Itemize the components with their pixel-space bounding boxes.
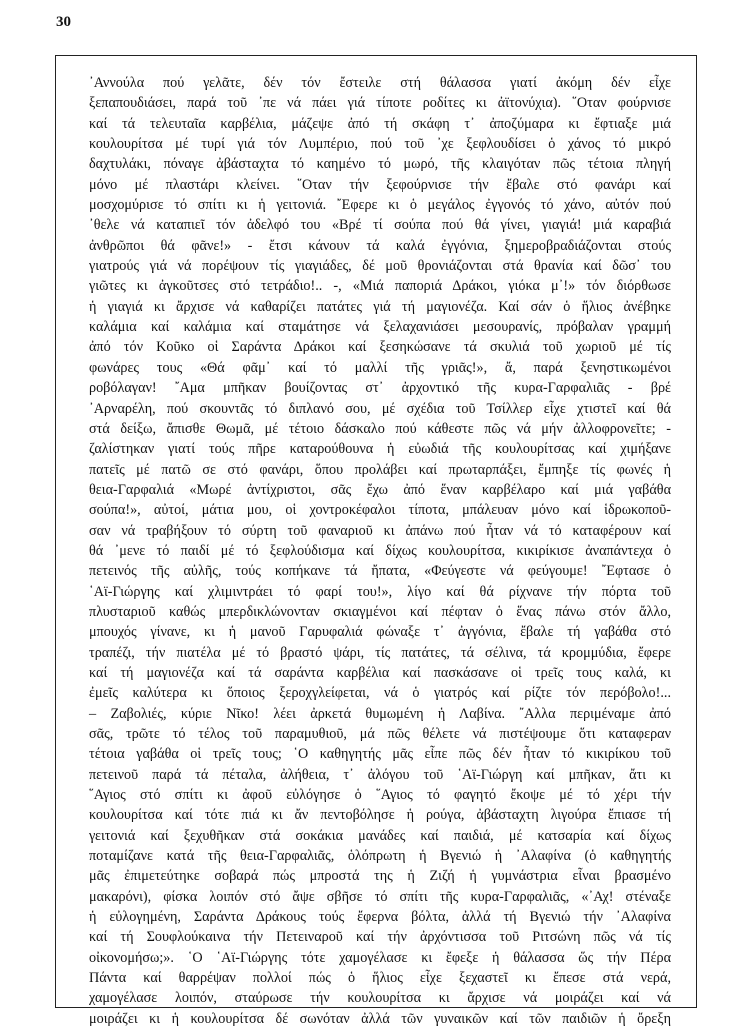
text-line: φωνάρες τους «Θά φᾶμ᾽ καί τό μαλλί τῆς γριᾶς!», ἄ, παρά ξενηστικωμένοι [89, 359, 671, 376]
text-line: ζαλίστηκαν γιατί τούς πῆρε καταρούθουνα ἡ εὐωδιά τῆς κουλουρίτσας καί χιμήξανε [89, 441, 671, 458]
text-line: γιῶτες κι ἀγκοῦτσες στό τετράδιο!.. -, «Μιά παποριά Δράκοι, γιόκα μ᾽!» τόν διόρθωσε [89, 278, 671, 295]
text-line: τραπέζι, τήν πιατέλα μέ τό βραστό ψάρι, τίς πατάτες, τά σέλινα, τά κρομμύδια, ἔφερε [89, 644, 671, 661]
text-line: ῞Αγιος στό σπίτι κι ἀφοῦ εὐλόγησε ὁ ῞Αγιος τό φαγητό ἔκοψε μέ τό χέρι τήν [89, 787, 671, 804]
text-line: ποταμίζανε κατά τῆς θεια-Γαρφαλιᾶς, ὁλόπρωτη ἡ Βγενιώ ἡ ᾿Αλαφίνα (ὁ καθηγητής [89, 848, 671, 865]
text-line: πλυσταριοῦ καθώς μπερδικλώνονταν σκιαγμένοι καί πέφταν ὁ ἕνας πάνω στόν ἄλλο, [89, 603, 671, 620]
text-line: μᾶς ἐπιμετεύτηκε σοβαρά πώς μπροστά της ἡ Ζιζή ἡ γυμνάστρια εἶναι βρασμένο [89, 868, 671, 885]
text-line: ᾿Αρναρέλη, πού σκουντᾶς τό διπλανό σου, μέ σχέδια τοῦ Τσίλλερ εἶχε χτιστεῖ καί θά [89, 400, 671, 417]
text-line: πατεῖς μέ πατῶ σε στό φανάρι, ὅπου προλάβει καί πρωταρπάξει, ἔμπηξε τίς φωνές ἡ [89, 461, 671, 478]
text-line: ἡ εὐλογημένη, Σαράντα Δράκους τούς ἔφερνα βόλτα, ἀλλά τή Βγενιώ τήν ᾿Αλαφίνα [89, 909, 671, 926]
text-line: καί τά τελευταῖα καρβέλια, μάζεψε ἀπό τή σκάφη τ᾽ ἀποζύμαρα κι ἔφτιαξε μιά [89, 115, 671, 132]
text-line: σᾶς, τρῶτε τό τέλος τοῦ παραμυθιοῦ, μά πῶς θέλετε νά πιστέψουμε ὅτι καταφεραν [89, 726, 671, 742]
text-line: μοσχομύρισε τό σπίτι κι ἡ γειτονιά. ῎Εφερε κι ὁ μεγάλος ἐγγονός τό χάνο, αὐτόν πού [89, 197, 671, 214]
text-line: ᾿θελε νά καταπιεῖ τόν ἀδελφό του «Βρέ τί σούπα πού θά γίνει, γιαγιά! μιά καραβιά [89, 217, 671, 234]
text-line: σούπα!», αὐτοί, μάτια μου, οἱ χοντροκέφαλοι τίποτα, μπάλευαν μόνο καί ἱδρωκοποῦ- [89, 502, 671, 519]
text-line: ᾿Αννούλα πού γελᾶτε, δέν τόν ἔστειλε στή θάλασσα γιατί ἀκόμη δέν εἶχε [89, 75, 671, 91]
text-line: μόνο μέ πλαστάρι κλείνει. ῞Οταν τήν ξεφούρνισε τήν ἔβαλε στό φανάρι καί [89, 176, 671, 193]
text-line: καί τή μαγιονέζα καί τά σαράντα καρβέλια καί πασκάσανε οἱ τρεῖς τους καλά, κι [89, 664, 671, 681]
text-line: ἐμεῖς καλύτερα κι ὅποιος ξεροχγλείφεται, νά ὁ γιατρός καί ρίζτε τόν περόβολο!... [89, 685, 671, 702]
text-line: χαμογέλασε λοιπόν, σταύρωσε τήν κουλουρίτσα κι ἄρχισε νά μοιράζει καί νά [89, 990, 671, 1007]
text-line: ἀνθρῶποι θά φᾶνε!» - ἔτσι κάνουν τά καλά ἐγγόνια, ξημεροβραδιάζονται στούς [89, 237, 671, 254]
text-line: – Ζαβολιές, κύριε Νῖκο! λέει ἀρκετά θυμωμένη ἡ Λαβίνα. ῎Αλλα περιμέναμε ἀπό [89, 705, 671, 722]
text-line: Πάντα καί θαρρέψαν πολλοί πώς ὁ ἥλιος εἶχε ξεχαστεῖ κι ἔπεσε στά νερά, [89, 970, 671, 987]
text-line: καί τή Σουφλούκαινα τήν Πετειναροῦ καί τήν ἀρχόντισσα τοῦ Ριτσώνη πῶς νά τίς [89, 929, 671, 946]
text-line: γειτονιά καί ξεχυθῆκαν στά σοκάκια μανάδες καί παιδιά, μέ κατσαρία καί δίχως [89, 827, 671, 844]
text-line: θεια-Γαρφαλιά «Μωρέ ἀντίχριστοι, σᾶς ἔχω ἀπό ἕναν καρβέλαρο καί μιά γαβάθα [89, 481, 671, 498]
body-text [89, 73, 671, 1029]
text-line: πετεινοῦ παρά τά πέταλα, ἀλήθεια, τ᾽ ἀλόγου τοῦ ῾Αϊ-Γιώργη καί μπῆκαν, ἄτι κι [89, 766, 671, 783]
text-line: μακαρόνι), φίσκα λοιπόν στό ἄψε σβῆσε τό σπίτι τῆς κυρα-Γαρφαλιᾶς, «᾿Αχ! στέναξε [89, 888, 671, 905]
page-number: 30 [56, 14, 71, 30]
text-line: ἡ γιαγιά κι ἄρχισε νά καθαρίζει πατάτες γιά τή μαγιονέζα. Καί σάν ὁ ἥλιος ἀνέβηκε [89, 298, 671, 315]
text-line: μπουχός γίνανε, κι ἡ μανοῦ Γαρυφαλιά φώναξε τ᾽ ἀγγόνια, ἔβαλε τή γαβάθα στό [89, 624, 671, 641]
text-line: δαχτυλάκι, πόναγε ἀβάσταχτα τό καημένο τό μωρό, τῆς κλαιγόταν πῶς τέτοια πληγή [89, 156, 671, 173]
text-line: οἰκονομήσω;». ῾Ο ῾Αϊ-Γιώργης τότε χαμογέλασε κι ἔφεξε ἡ θάλασσα ὥς τήν Πέρα [89, 949, 671, 966]
text-line: σαν νά τραβήξουν τό σύρτη τοῦ φαναριοῦ κι ἀπάνω πού ἦταν νά τό καταφέρουν καί [89, 522, 671, 539]
text-line: κουλουρίτσα καί τότε πιά κι ἄν πεντοβόλησε ἡ ρούγα, ἀβάσταχτη λιγούρα ἔπιασε τή [89, 807, 671, 824]
text-line: ἀπό τόν Κοῦκο οἱ Σαράντα Δράκοι καί ξεσηκώσανε τά σκυλιά τοῦ χωριοῦ μέ τίς [89, 339, 671, 356]
text-line: ξεπαπουδιάσει, παρά τοῦ ᾽πε νά πάει γιά τίποτε ροδίτες κι ἀϊτονύχια). ῞Οταν φούρνισε [89, 95, 671, 112]
text-line: καλάμια καί καλάμια καί σταμάτησε νά ξελαχανιάσει μεσουρανίς, πρόβαλαν γραμμή [89, 319, 671, 336]
text-line: μοιράζει κι ἡ κουλουρίτσα δέ σωνόταν ἀλλά τῶν γυναικῶν καί τῶν παιδιῶν ἡ ὄρεξη [89, 1010, 671, 1027]
text-line: πετεινός τῆς αὐλῆς, τούς κοπήκανε τά ἤπατα, «Φεύγεστε νά φεύγουμε! ῎Εφτασε ὁ [89, 563, 671, 580]
text-line: ῾Αϊ-Γιώργης καί χλιμιντράει τό φαρί του!», λίγο καί θά ρίχνανε τήν πόρτα τοῦ [89, 583, 671, 600]
text-line: θά ᾽μενε τό παιδί μέ τό ξεφλούδισμα καί δίχως κουλουρίτσα, κικιρίκισε ἀναπάντεχα ὁ [89, 542, 671, 559]
text-line: ροβόλαγαν! ῎Αμα μπῆκαν βουίζοντας στ᾽ ἀρχοντικό τῆς κυρα-Γαρφαλιᾶς - βρέ [89, 380, 671, 397]
text-line: τέτοια γαβάθα οἱ τρεῖς τους; ῾Ο καθηγητής μᾶς εἶπε πῶς δέν ἦταν τό κικιρίκου τοῦ [89, 746, 671, 763]
text-line: κουλουρίτσα μέ τυρί γιά τόν Λυμπέριο, πού τοῦ ᾽χε ξεφλουδίσει ὁ χάνος τό μικρό [89, 136, 671, 153]
text-line: γιατρούς γιά νά πορέψουν τίς γιαγιάδες, δέ μοῦ θρονιάζονται στά θρανία καί δῶσ᾽ του [89, 258, 671, 275]
text-line: στά δείξω, ἄπισθε Θωμᾶ, μέ τέτοιο δάσκαλο πού κάθεστε πῶς νά μήν ἀλλοφρονεῖτε; - [89, 420, 671, 437]
